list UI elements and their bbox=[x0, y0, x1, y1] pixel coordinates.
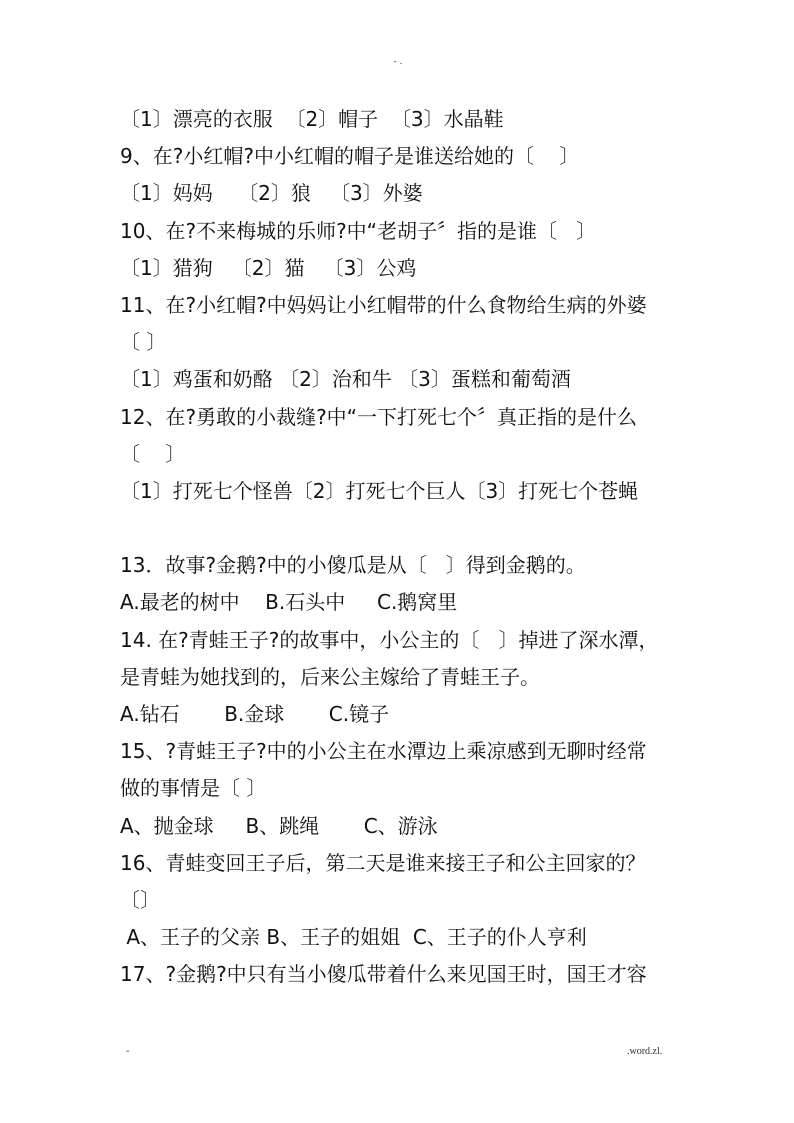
text-line: 14. 在?青蛙王子?的故事中，小公主的〔 〕掉进了深水潭， bbox=[120, 627, 659, 652]
text-line: 16、青蛙变回王子后，第二天是谁来接王子和公主回家的？ bbox=[120, 850, 646, 875]
text-line: 〔1〕打死七个怪兽〔2〕打死七个巨人〔3〕打死七个苍蝇 bbox=[120, 478, 639, 503]
footer-right-mark: .word.zl. bbox=[627, 1046, 663, 1057]
text-line: 〔1〕妈妈 〔2〕狼 〔3〕外婆 bbox=[120, 181, 423, 206]
text-line: A.最老的树中 B.石头中 C.鹅窝里 bbox=[120, 590, 458, 615]
text-line: 〔 〕 bbox=[120, 330, 167, 355]
text-line: 10、在?不来梅城的乐师?中“老胡子〞指的是谁〔 〕 bbox=[120, 218, 597, 243]
text-line: 12、在?勇敢的小裁缝?中“一下打死七个〞真正指的是什么 bbox=[120, 404, 638, 429]
text-line: 〔〕 bbox=[120, 887, 160, 912]
text-line: 17、?金鹅?中只有当小傻瓜带着什么来见国王时，国王才容 bbox=[120, 962, 647, 987]
text-line: A.钻石 B.金球 C.镜子 bbox=[120, 702, 390, 726]
text-line: 是青蛙为她找到的，后来公主嫁给了青蛙王子。 bbox=[120, 664, 540, 689]
text-line: 11、在?小红帽?中妈妈让小红帽带的什么食物给生病的外婆 bbox=[120, 292, 647, 317]
text-line: 〔1〕鸡蛋和奶酪 〔2〕治和牛 〔3〕蛋糕和葡萄酒 bbox=[120, 367, 571, 392]
question-content bbox=[120, 101, 680, 994]
text-line: 15、?青蛙王子?中的小公主在水潭边上乘凉感到无聊时经常 bbox=[120, 739, 647, 764]
header-mark: - . bbox=[393, 57, 403, 67]
blank-line bbox=[120, 510, 680, 547]
text-line: 〔1〕猎狗 〔2〕猫 〔3〕公鸡 bbox=[120, 255, 417, 280]
footer-left-mark: - bbox=[126, 1046, 130, 1057]
text-line: 做的事情是〔 〕 bbox=[120, 776, 267, 801]
text-line: 13．故事?金鹅?中的小傻瓜是从〔 〕得到金鹅的。 bbox=[120, 553, 586, 578]
text-line: 〔1〕漂亮的衣服 〔2〕帽子 〔3〕水晶鞋 bbox=[120, 107, 504, 131]
text-line: 9、在?小红帽?中小红帽的帽子是谁送给她的〔 〕 bbox=[120, 144, 580, 169]
text-line: A、王子的父亲 B、王子的姐姐 C、王子的仆人亨利 bbox=[120, 925, 587, 950]
text-line: 〔 〕 bbox=[120, 441, 186, 466]
text-line: A、抛金球 B、跳绳 C、游泳 bbox=[120, 813, 438, 838]
